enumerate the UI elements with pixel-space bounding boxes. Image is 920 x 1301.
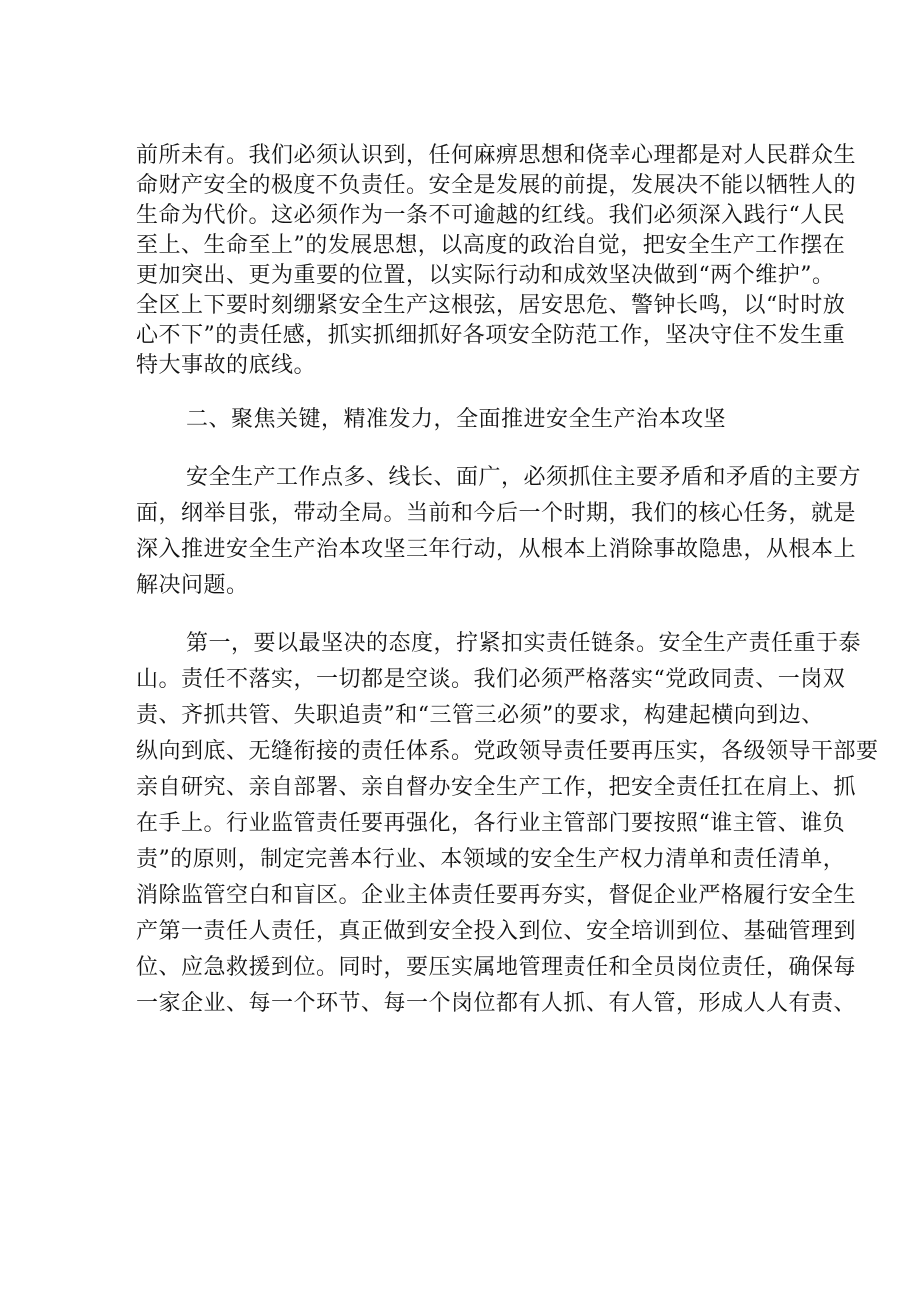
text-line: 产第一责任人责任，真正做到安全投入到位、安全培训到位、基础管理到 xyxy=(136,919,857,944)
text-line: 至上、生命至上”的发展思想，以高度的政治自觉，把安全生产工作摆在 xyxy=(136,233,846,258)
text-line: 消除监管空白和盲区。企业主体责任要再夯实，督促企业严格履行安全生 xyxy=(136,883,857,908)
text-line: 更加突出、更为重要的位置，以实际行动和成效坚决做到“两个维护”。 xyxy=(136,263,835,288)
text-line: 命财产安全的极度不负责任。安全是发展的前提，发展决不能以牺牲人的 xyxy=(136,173,857,198)
section-heading: 二、聚焦关键，精准发力，全面推进安全生产治本攻坚 xyxy=(186,407,727,432)
text-line: 纵向到底、无缝衔接的责任体系。党政领导责任要再压实，各级领导干部要 xyxy=(136,739,879,764)
text-line: 心不下”的责任感，抓实抓细抓好各项安全防范工作，坚决守住不发生重 xyxy=(136,323,846,348)
text-line: 亲自研究、亲自部署、亲自督办安全生产工作，把安全责任扛在肩上、抓 xyxy=(136,775,857,800)
text-line: 面，纲举目张，带动全局。当前和今后一个时期，我们的核心任务，就是 xyxy=(136,501,857,526)
text-line: 特大事故的底线。 xyxy=(136,353,317,378)
text-line: 责、齐抓共管、失职追责”和“三管三必须”的要求，构建起横向到边、 xyxy=(136,703,824,728)
text-line: 生命为代价。这必须作为一条不可逾越的红线。我们必须深入践行“人民 xyxy=(136,203,846,228)
text-line: 位、应急救援到位。同时，要压实属地管理责任和全员岗位责任，确保每 xyxy=(136,955,857,980)
text-line: 责”的原则，制定完善本行业、本领域的安全生产权力清单和责任清单， xyxy=(136,847,846,872)
text-line: 在手上。行业监管责任要再强化，各行业主管部门要按照“谁主管、谁负 xyxy=(136,811,846,836)
text-line: 全区上下要时刻绷紧安全生产这根弦，居安思危、警钟长鸣，以“时时放 xyxy=(136,293,846,318)
text-line: 山。责任不落实，一切都是空谈。我们必须严格落实“党政同责、一岗双 xyxy=(136,667,846,692)
text-line: 解决问题。 xyxy=(136,573,249,598)
text-line: 深入推进安全生产治本攻坚三年行动，从根本上消除事故隐患，从根本上 xyxy=(136,537,857,562)
text-line: 一家企业、每一个环节、每一个岗位都有人抓、有人管，形成人人有责、 xyxy=(136,991,857,1016)
text-line: 第一，要以最坚决的态度，拧紧扣实责任链条。安全生产责任重于泰 xyxy=(186,631,862,656)
text-line: 安全生产工作点多、线长、面广，必须抓住主要矛盾和矛盾的主要方 xyxy=(186,465,862,490)
text-line: 前所未有。我们必须认识到，任何麻痹思想和侥幸心理都是对人民群众生 xyxy=(136,143,857,168)
